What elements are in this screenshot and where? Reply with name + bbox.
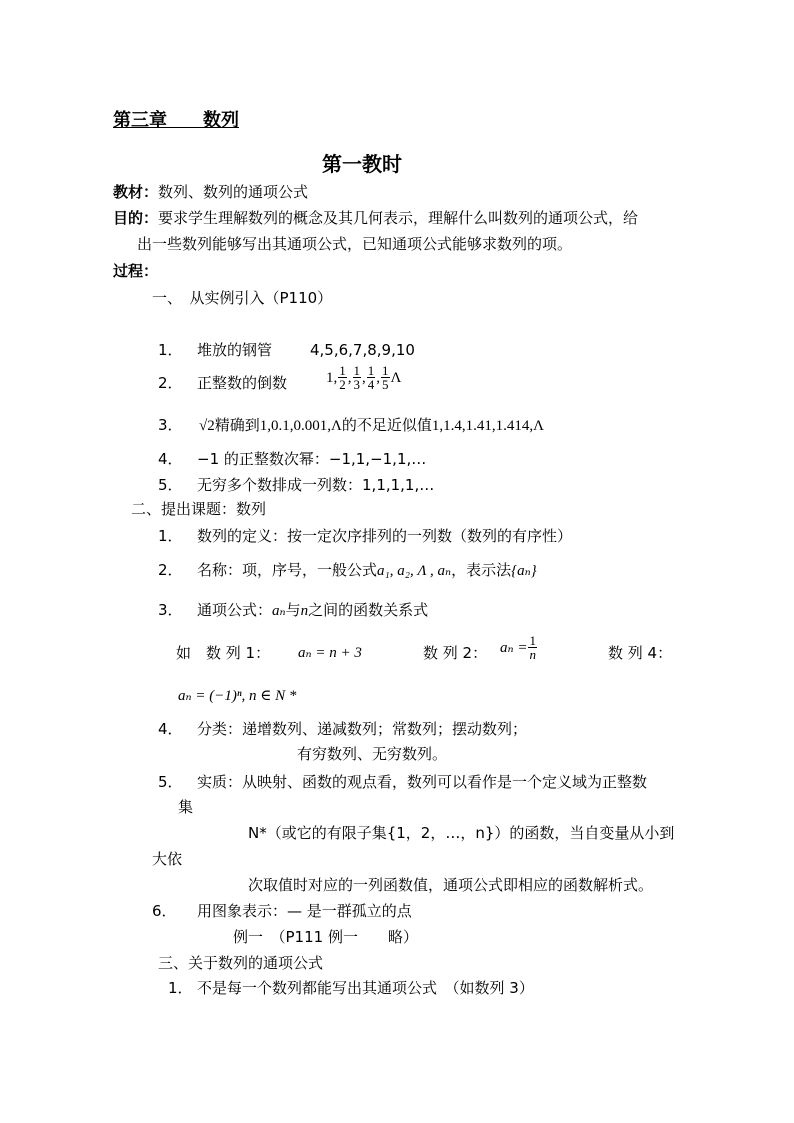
sqrt2-math: √2: [199, 418, 215, 434]
s1-item-3-text: 精确到: [214, 416, 260, 434]
reciprocal-sequence: 1, $\frac{1}{2}$ , $\frac{1}{3}$ , $\frac{1}{4}$ , $\frac{1}{5}$ Λ: [326, 363, 402, 392]
s2-item-1-text: 数列的定义：按一定次序排列的一列数（数列的有序性）: [197, 527, 573, 545]
s2-item-6-text2: 例一 （P111 例一 略）: [233, 928, 418, 946]
precision-math: 1,0.1,0.001,Λ: [259, 418, 342, 434]
fraction-1-4: $\frac{1}{4}$: [367, 363, 375, 392]
chapter-title: 第三章 数列: [113, 110, 239, 131]
fraction-1-5: $\frac{1}{5}$: [382, 363, 389, 392]
notation-math: {aₙ}: [511, 563, 537, 579]
general-terms-math: a₁, a₂, Λ , aₙ: [377, 563, 452, 579]
s2-item-2-num: 2．: [158, 561, 183, 579]
s2-item-5-cont3: 大依: [152, 850, 183, 868]
s2-item-3-body: [197, 600, 428, 621]
s2-item-4-text: 分类：递增数列、递减数列；常数列；摆动数列；: [197, 720, 528, 738]
s1-item-5-text: 无穷多个数排成一列数：1,1,1,1,…: [197, 476, 435, 494]
fraction-1-3: $\frac{1}{3}$: [353, 363, 360, 392]
example-2-label: 数 列 2：: [423, 644, 488, 662]
s1-item-5-num: 5．: [158, 476, 183, 494]
s2-item-5-cont4: 次取值时对应的一列函数值，通项公式即相应的函数解析式。: [248, 876, 654, 894]
s2-item-4-num: 4．: [158, 720, 183, 738]
fraction-1-2: $\frac{1}{2}$: [339, 363, 346, 392]
example-lead: 如 数 列 1：: [176, 644, 271, 662]
s1-item-3-num: 3．: [158, 416, 183, 434]
s2-item-3-text-c: 之间的函数关系式: [308, 601, 429, 619]
approx-math: 1,1.4,1.41,1.414,Λ: [431, 418, 545, 434]
s1-item-2-num: 2．: [158, 374, 183, 392]
example-2-lhs: aₙ =: [500, 640, 528, 656]
s1-item-3-text2: 的不足近似值: [341, 416, 432, 434]
s1-item-1-value: 4,5,6,7,8,9,10: [310, 341, 415, 359]
s2-item-6-num: 6．: [152, 902, 177, 920]
s2-item-5-num: 5．: [158, 773, 183, 791]
s1-item-2-label: 正整数的倒数: [197, 374, 288, 392]
s2-item-2-body: [197, 560, 537, 581]
goal-text-1: 要求学生理解数列的概念及其几何表示，理解什么叫数列的通项公式，给: [158, 209, 639, 227]
section-3-title: 三、关于数列的通项公式: [158, 954, 324, 972]
s2-item-6-text: 用图象表示：— 是一群孤立的点: [197, 902, 412, 920]
an-math: aₙ: [272, 603, 286, 619]
material-line: [113, 182, 308, 202]
s2-item-3-text-a: 通项公式：: [197, 601, 273, 619]
example-2-formula: [500, 634, 538, 661]
goal-label: 目的：: [113, 209, 159, 227]
s3-item-1-num: 1．: [168, 979, 193, 997]
material-text: 数列、数列的通项公式: [158, 183, 309, 201]
s1-item-4-text: −1 的正整数次幂：−1,1,−1,1,…: [197, 450, 427, 468]
s1-item-3-body: [199, 415, 544, 436]
s1-item-4-num: 4．: [158, 450, 183, 468]
n-math: n: [300, 603, 309, 619]
example-1-formula: aₙ = n + 3: [298, 645, 362, 661]
s2-item-2-text-b: ，表示法: [451, 561, 512, 579]
goal-line-1: [113, 208, 638, 228]
s2-item-3-text-b: 与: [285, 601, 301, 619]
s2-item-4-text2: 有穷数列、无穷数列。: [297, 745, 448, 763]
section-1-title: 一、 从实例引入（P110）: [152, 289, 333, 307]
process-label: 过程：: [113, 262, 159, 280]
s1-item-1-label: 堆放的钢管: [197, 341, 273, 359]
s1-item-1-num: 1．: [158, 341, 183, 359]
s2-item-5-text: 实质：从映射、函数的观点看，数列可以看作是一个定义域为正整数: [197, 773, 648, 791]
example-3-label: 数 列 4：: [608, 644, 673, 662]
s2-item-3-num: 3．: [158, 601, 183, 619]
section-2-title: 二、提出课题：数列: [131, 500, 267, 518]
example-2-fraction: $\frac{1}{n}$: [529, 633, 536, 662]
seq-lead: 1,: [326, 370, 338, 386]
goal-line-2: 出一些数列能够写出其通项公式，已知通项公式能够求数列的项。: [137, 235, 573, 253]
s2-item-5-cont2: N*（或它的有限子集{1，2，…，n}）的函数，当自变量从小到: [248, 824, 675, 842]
material-label: 教材：: [113, 183, 159, 201]
s2-item-2-text-a: 名称：项，序号，一般公式: [197, 561, 378, 579]
s2-item-5-cont1: 集: [178, 798, 194, 816]
s2-item-1-num: 1．: [158, 527, 183, 545]
s3-item-1-text: 不是每一个数列都能写出其通项公式 （如数列 3）: [197, 979, 534, 997]
seq-tail: Λ: [390, 370, 402, 386]
lesson-title: 第一教时: [322, 152, 402, 176]
example-3-formula: aₙ = (−1)ⁿ, n ∈ N *: [178, 688, 297, 704]
